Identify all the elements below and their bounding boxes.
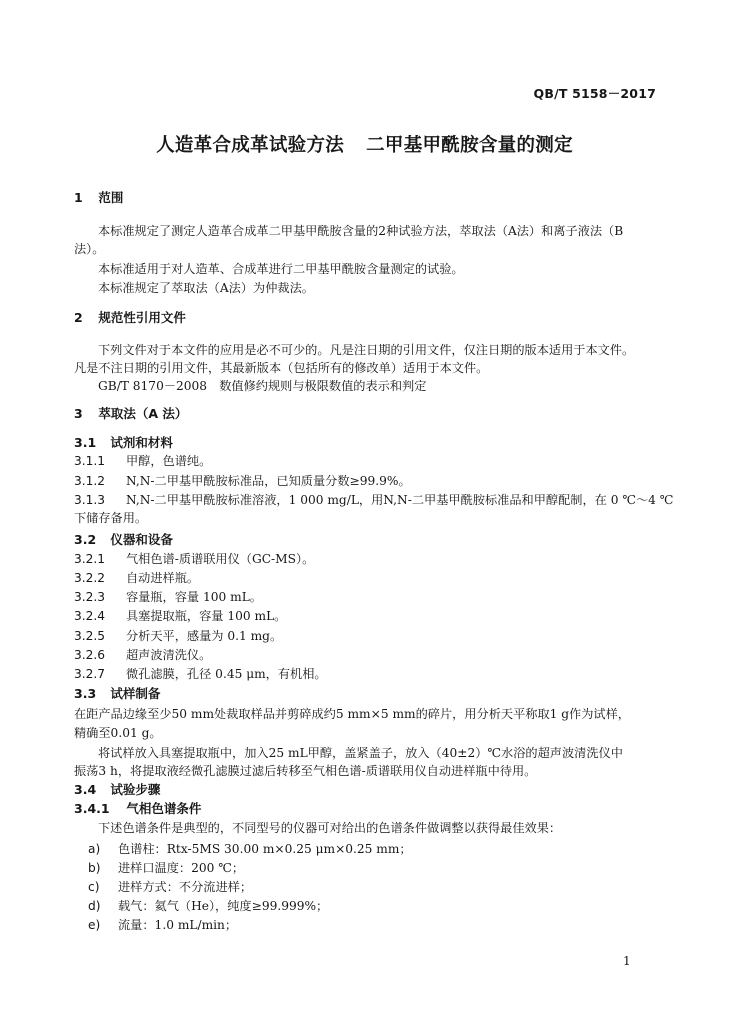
paragraph-cont: 精确至0.01 g。 [74,726,162,740]
clause-number: 3.2.5 [74,629,106,643]
paragraph: 本标准规定了测定人造革合成革二甲基甲酰胺含量的2种试验方法，萃取法（A法）和离子液法（B [98,224,624,238]
clause-item [74,588,262,605]
list-item [88,878,252,895]
clause-number: 3.1.1 [74,454,106,468]
section-2-heading [74,308,186,326]
list-marker: e) [88,918,101,932]
subsection-3-4-1-heading [74,799,201,817]
clause-text: 超声波清洗仪。 [126,648,212,662]
list-text: 进样口温度：200 ℃； [118,861,245,875]
subsection-number: 3.2 [74,532,97,547]
section-3-heading [74,404,187,422]
list-text: 色谱柱：Rtx-5MS 30.00 m×0.25 μm×0.25 mm； [118,842,412,856]
paragraph: 本标准适用于对人造革、合成革进行二甲基甲酰胺含量测定的试验。 [98,262,464,276]
section-title: 规范性引用文件 [98,310,186,325]
list-item [88,897,328,914]
clause-text: N,N-二甲基甲酰胺标准溶液，1 000 mg/L，用N,N-二甲基甲酰胺标准品和甲醇配制，在 0 ℃～4 ℃ [126,493,674,507]
section-title: 萃取法（A 法） [98,406,188,421]
list-marker: c) [88,880,100,894]
paragraph-cont: 振荡3 h，将提取液经微孔滤膜过滤后转移至气相色谱-质谱联用仪自动进样瓶中待用。 [74,764,537,778]
title-part-1: 人造革合成革试验方法 [156,135,345,156]
paragraph: 下述色谱条件是典型的，不同型号的仪器可对给出的色谱条件做调整以获得最佳效果： [98,821,562,835]
clause-item [74,607,286,624]
subsection-title: 试验步骤 [110,782,161,797]
subsection-title: 试样制备 [110,686,161,701]
paragraph-cont: 法）。 [74,242,105,256]
list-marker: a) [88,842,101,856]
section-number: 2 [74,310,83,325]
subsection-title: 试剂和材料 [110,435,173,450]
clause-item [74,491,673,508]
section-number: 3 [74,406,83,421]
list-item [88,916,237,933]
clause-cont: 下储存备用。 [74,511,148,525]
clause-item [74,646,211,663]
subsection-3-4-heading [74,780,160,798]
subsection-number: 3.4 [74,782,97,797]
clause-item [74,627,282,644]
list-text: 载气：氦气（He），纯度≥99.999%； [118,899,329,913]
clause-item [74,472,411,489]
list-marker: b) [88,861,101,875]
clause-number: 3.2.2 [74,571,106,585]
subsection-number: 3.1 [74,435,97,450]
clause-text: 分析天平，感量为 0.1 mg。 [126,629,283,643]
standard-code: QB/T 5158－2017 [533,86,656,101]
paragraph-cont: 凡是不注日期的引用文件，其最新版本（包括所有的修改单）适用于本文件。 [74,361,489,375]
clause-number: 3.2.1 [74,552,106,566]
clause-text: 容量瓶，容量 100 mL。 [126,590,262,604]
clause-item [74,550,314,567]
subsection-title: 仪器和设备 [110,532,173,547]
clause-number: 3.1.2 [74,474,106,488]
clause-text: 甲醇，色谱纯。 [126,454,212,468]
subsection-3-2-heading [74,530,173,548]
list-text: 流量：1.0 mL/min； [118,918,238,932]
list-item [88,840,412,857]
subsection-3-3-heading [74,684,160,702]
clause-item [74,665,327,682]
clause-item [74,569,199,586]
section-title: 范围 [98,190,124,205]
paragraph: 本标准规定了萃取法（A法）为仲裁法。 [98,281,314,295]
document-title [0,131,729,157]
subsection-number: 3.3 [74,686,97,701]
list-item [88,859,244,876]
section-1-heading [74,188,123,206]
clause-number: 3.2.7 [74,667,106,681]
paragraph: 下列文件对于本文件的应用是必不可少的。凡是注日期的引用文件，仅注日期的版本适用于本文件。 [98,343,635,357]
section-number: 1 [74,190,83,205]
clause-number: 3.1.3 [74,493,106,507]
clause-text: 微孔滤膜，孔径 0.45 μm，有机相。 [126,667,327,681]
clause-number: 3.2.3 [74,590,106,604]
clause-number: 3.2.6 [74,648,106,662]
list-marker: d) [88,899,101,913]
page-number: 1 [623,954,631,968]
clause-text: 具塞提取瓶，容量 100 mL。 [126,609,287,623]
normative-reference: GB/T 8170－2008 数值修约规则与极限数值的表示和判定 [98,379,427,393]
title-part-2: 二甲基甲酰胺含量的测定 [366,135,573,156]
clause-item [74,452,211,469]
paragraph: 在距产品边缘至少50 mm处裁取样品并剪碎成约5 mm×5 mm的碎片，用分析天平称取1 g作为试样， [74,707,630,721]
subsection-number: 3.4.1 [74,801,110,816]
clause-text: 气相色谱-质谱联用仪（GC-MS）。 [126,552,315,566]
subsection-3-1-heading [74,433,173,451]
clause-text: 自动进样瓶。 [126,571,200,585]
list-text: 进样方式：不分流进样； [118,880,253,894]
clause-text: N,N-二甲基甲酰胺标准品，已知质量分数≥99.9%。 [126,474,411,488]
paragraph: 将试样放入具塞提取瓶中，加入25 mL甲醇，盖紧盖子，放入（40±2）℃水浴的超声波清洗仪中 [98,746,623,760]
subsection-title: 气相色谱条件 [126,801,202,816]
clause-number: 3.2.4 [74,609,106,623]
